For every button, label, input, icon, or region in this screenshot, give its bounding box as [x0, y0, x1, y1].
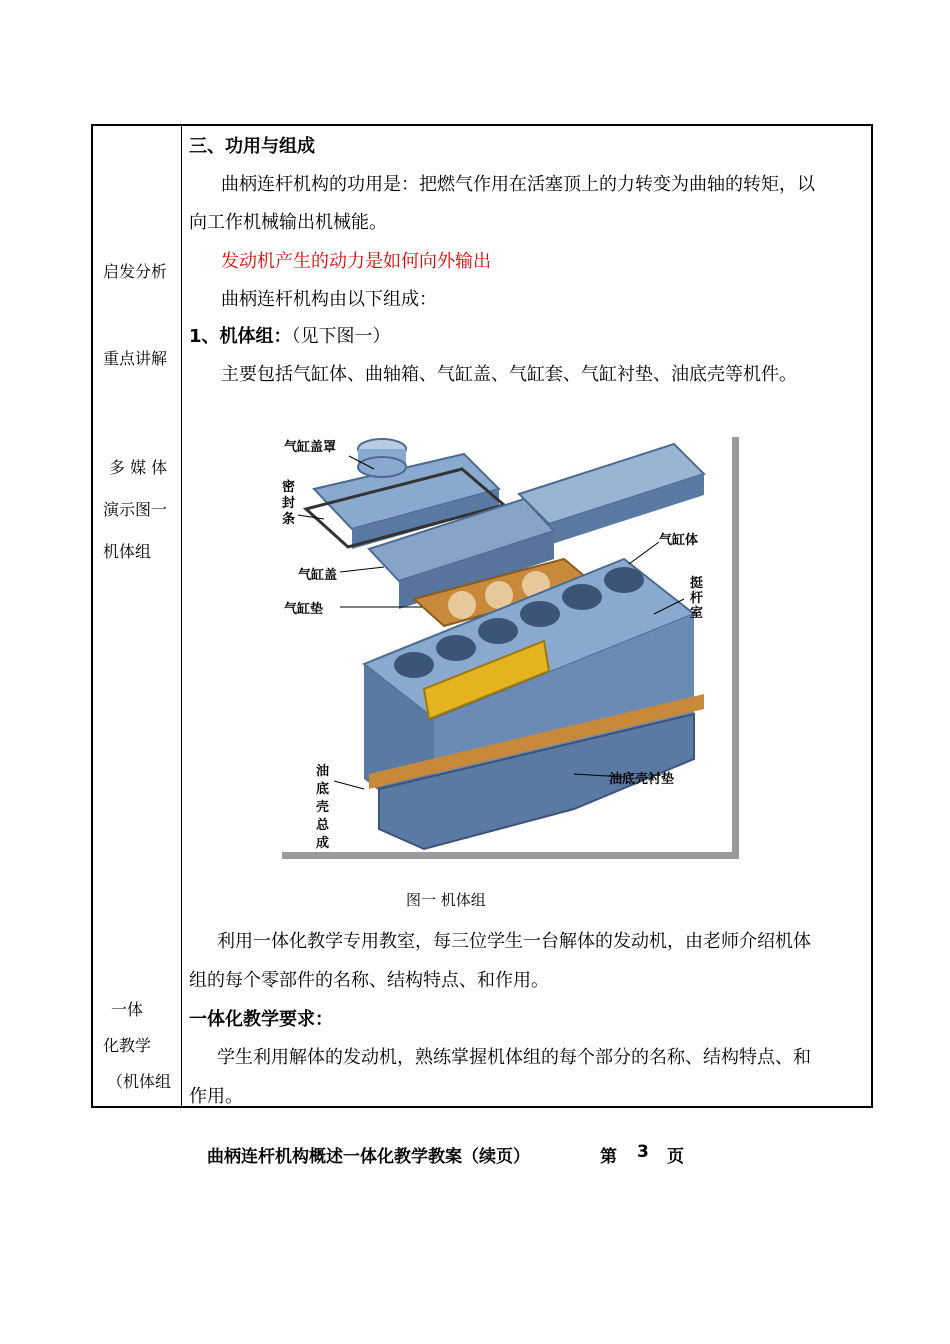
- label-tappet-1: 挺: [690, 576, 704, 591]
- label-oil-pan-gasket: 油底壳衬垫: [609, 772, 675, 787]
- label-tappet-2: 杆: [690, 591, 704, 606]
- label-oil-pan-4: 总: [316, 818, 330, 833]
- requirements-heading: 一体化教学要求：: [189, 1009, 333, 1030]
- footer-title: 曲柄连杆机构概述一体化教学教案（续页）: [207, 1147, 530, 1167]
- paragraph-function-1: 曲柄连杆机构的功用是：把燃气作用在活塞顶上的力转变为曲轴的转矩，以: [221, 174, 815, 195]
- label-multimedia-3: 机体组: [103, 542, 152, 561]
- label-cylinder-block: 气缸体: [659, 533, 699, 548]
- label-integrated-3: （机体组: [107, 1072, 172, 1091]
- label-oil-pan-2: 底: [316, 782, 330, 797]
- label-cylinder-head-cover: 气缸盖罩: [284, 440, 337, 455]
- label-inspire: 启发分析: [103, 262, 168, 281]
- label-oil-pan-3: 壳: [316, 800, 330, 815]
- exploded-engine-illustration: [274, 429, 739, 859]
- label-tappet-3: 室: [690, 606, 704, 621]
- engine-block-figure: [274, 429, 739, 859]
- lesson-table: [91, 124, 873, 1108]
- label-cylinder-gasket: 气缸垫: [284, 602, 324, 617]
- paragraph-requirements-2: 作用。: [189, 1086, 243, 1107]
- subheading-label: 1、机体组：: [189, 326, 292, 347]
- section-heading: 三、功用与组成: [189, 136, 315, 157]
- paragraph-teaching-2: 组的每个零部件的名称、结构特点、和作用。: [189, 970, 549, 991]
- paragraph-requirements-1: 学生利用解体的发动机，熟练掌握机体组的每个部分的名称、结构特点、和: [217, 1047, 811, 1068]
- column-divider: [181, 126, 182, 1106]
- paragraph-teaching-1: 利用一体化教学专用教室，每三位学生一台解体的发动机，由老师介绍机体: [217, 931, 811, 952]
- figure-caption: 图一 机体组: [406, 891, 486, 909]
- paragraph-components: 曲柄连杆机构由以下组成：: [221, 289, 437, 310]
- question-text: 发动机产生的动力是如何向外输出: [221, 251, 491, 272]
- label-focus: 重点讲解: [103, 349, 168, 368]
- label-seal-1: 密: [282, 480, 296, 495]
- footer-page-suffix: 页: [667, 1147, 684, 1167]
- label-multimedia-1: 多 媒 体: [109, 458, 168, 477]
- subheading-note: （见下图一）: [291, 326, 391, 347]
- paragraph-parts: 主要包括气缸体、曲轴箱、气缸盖、气缸套、气缸衬垫、油底壳等机件。: [221, 364, 797, 385]
- label-cylinder-head: 气缸盖: [298, 568, 338, 583]
- label-oil-pan-1: 油: [316, 764, 330, 779]
- label-multimedia-2: 演示图一: [103, 500, 168, 519]
- label-seal-2: 封: [282, 496, 296, 511]
- paragraph-function-2: 向工作机械输出机械能。: [189, 212, 387, 233]
- label-oil-pan-5: 成: [316, 836, 330, 851]
- subheading-block-group: [189, 322, 391, 348]
- label-integrated-2: 化教学: [103, 1036, 152, 1055]
- label-integrated-1: 一体: [111, 1000, 144, 1019]
- footer-page-number: 3: [637, 1142, 649, 1162]
- label-seal-3: 条: [282, 512, 296, 527]
- footer-page-prefix: 第: [600, 1147, 617, 1167]
